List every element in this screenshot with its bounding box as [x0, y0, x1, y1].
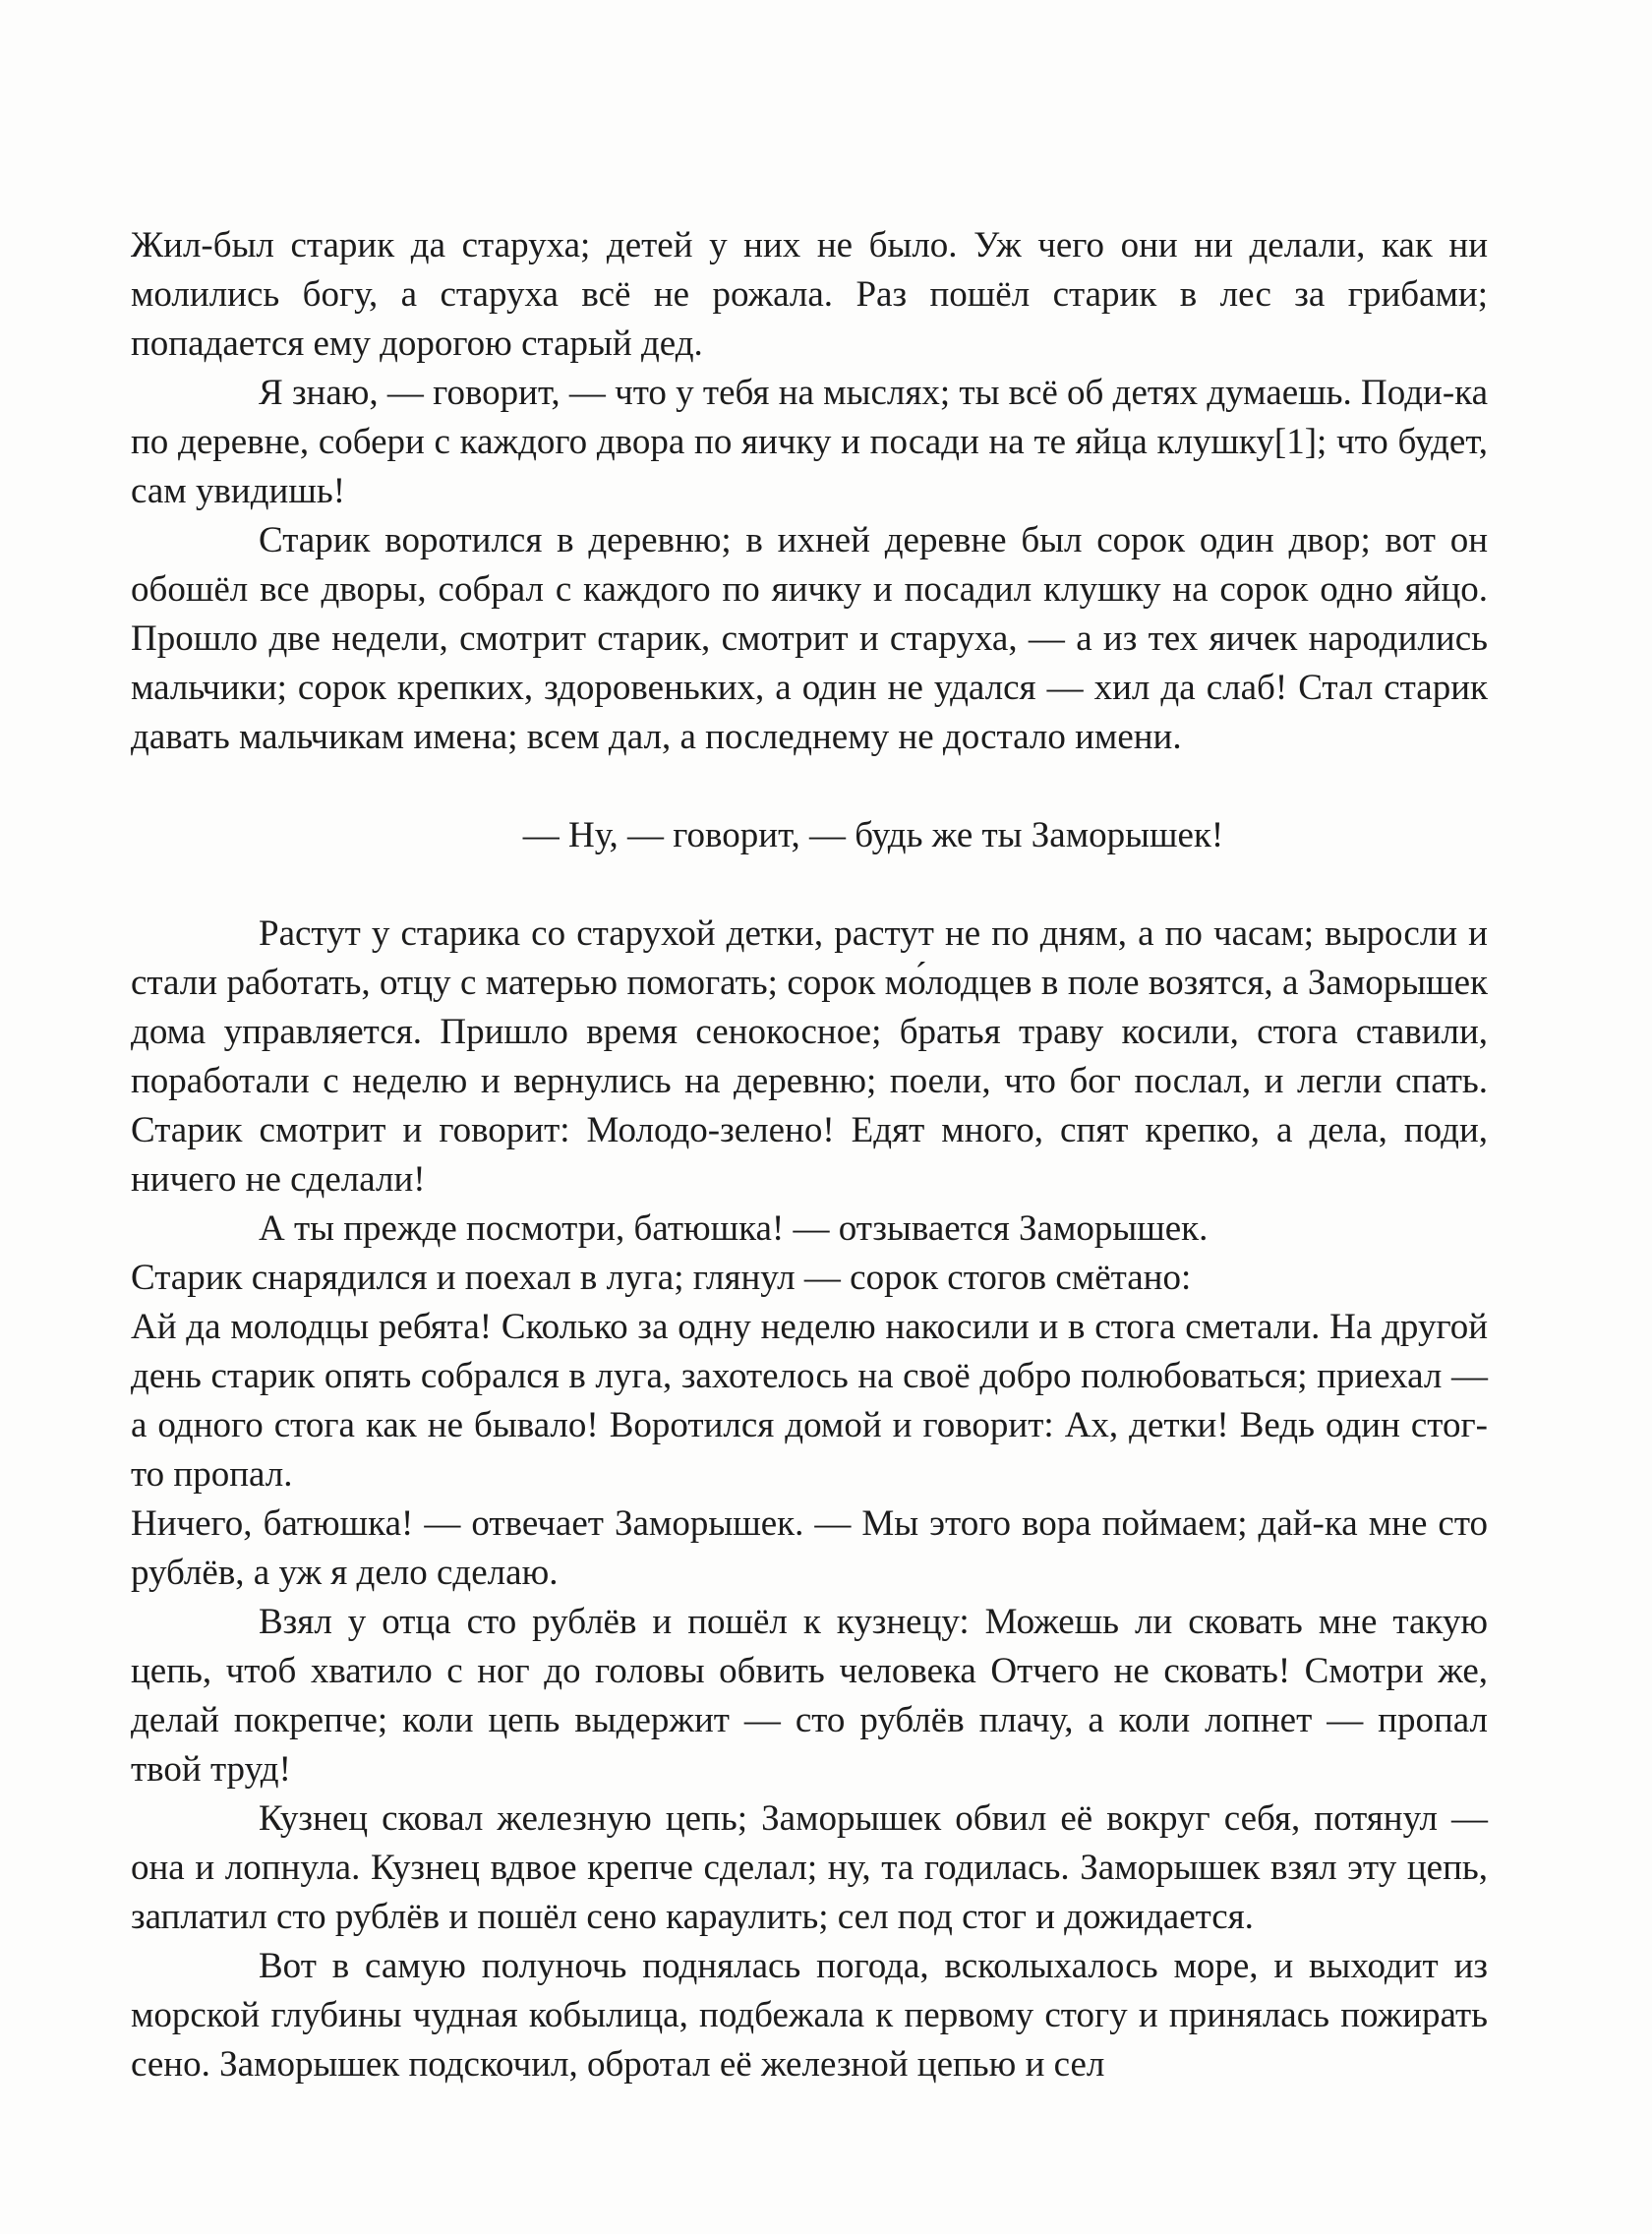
paragraph-7: Старик снарядился и поехал в луга; глянул — сорок стогов смётано:	[131, 1258, 1192, 1298]
paragraph-8: Ай да молодцы ребята! Сколько за одну неделю накосили и в стога сметали. На другой день старик опять собрался в луга, захотелось на своё добро полюбоваться; приехал — а одного стога как не бывало! Воротился домой и говорит: Ах, детки! Ведь один стог-то пропал.	[131, 1307, 1488, 1495]
paragraph-5: Растут у старика со старухой детки, растут не по дням, а по часам; выросли и стали работать, отцу с матерью помогать; сорок мо́лодцев в поле возятся, а Заморышек дома управляется. Пришло время сенокосное; братья траву косили, стога ставили, поработали с неделю и вернулись на деревню; поели, что бог послал, и легли спать. Старик смотрит и говорит: Молодо-зелено! Едят много, спят крепко, а дела, поди, ничего не сделали!	[131, 913, 1488, 1200]
paragraph-12: Вот в самую полуночь поднялась погода, всколыхалось море, и выходит из морской глубины чудная кобылица, подбежала к первому стогу и принялась пожирать сено. Заморышек подскочил, обротал её железной цепью и сел	[131, 1946, 1488, 2085]
paragraph-1: Жил-был старик да старуха; детей у них не было. Уж чего они ни делали, как ни молились богу, а старуха всё не рожала. Раз пошёл старик в лес за грибами; попадается ему дорогою старый дед.	[131, 225, 1488, 364]
paragraph-3: Старик воротился в деревню; в ихней деревне был сорок один двор; вот он обошёл все дворы, собрал с каждого по яичку и посадил клушку на сорок одно яйцо. Прошло две недели, смотрит старик, смотрит и старуха, — а из тех яичек народились мальчики; сорок крепких, здоровеньких, а один не удался — хил да слаб! Стал старик давать мальчикам имена; всем дал, а последнему не достало имени.	[131, 520, 1488, 757]
story-text	[131, 221, 1488, 2089]
paragraph-9: Ничего, батюшка! — отвечает Заморышек. — Мы этого вора поймаем; дай-ка мне сто рублёв, а уж я дело сделаю.	[131, 1503, 1488, 1593]
paragraph-6: А ты прежде посмотри, батюшка! — отзывается Заморышек.	[259, 1208, 1209, 1249]
paragraph-11: Кузнец сковал железную цепь; Заморышек обвил её вокруг себя, потянул — она и лопнула. Кузнец вдвое крепче сделал; ну, та годилась. Заморышек взял эту цепь, заплатил сто рублёв и пошёл сено караулить; сел под стог и дожидается.	[131, 1798, 1488, 1937]
paragraph-4-dialogue: — Ну, — говорит, — будь же ты Заморышек!	[522, 815, 1224, 855]
paragraph-2: Я знаю, — говорит, — что у тебя на мыслях; ты всё об детях думаешь. Поди-ка по деревне, собери с каждого двора по яичку и посади на те яйца клушку[1]; что будет, сам увидишь!	[131, 373, 1488, 511]
paragraph-10: Взял у отца сто рублёв и пошёл к кузнецу: Можешь ли сковать мне такую цепь, чтоб хватило с ног до головы обвить человека Отчего не сковать! Смотри же, делай покрепче; коли цепь выдержит — сто рублёв плачу, а коли лопнет — пропал твой труд!	[131, 1602, 1488, 1790]
